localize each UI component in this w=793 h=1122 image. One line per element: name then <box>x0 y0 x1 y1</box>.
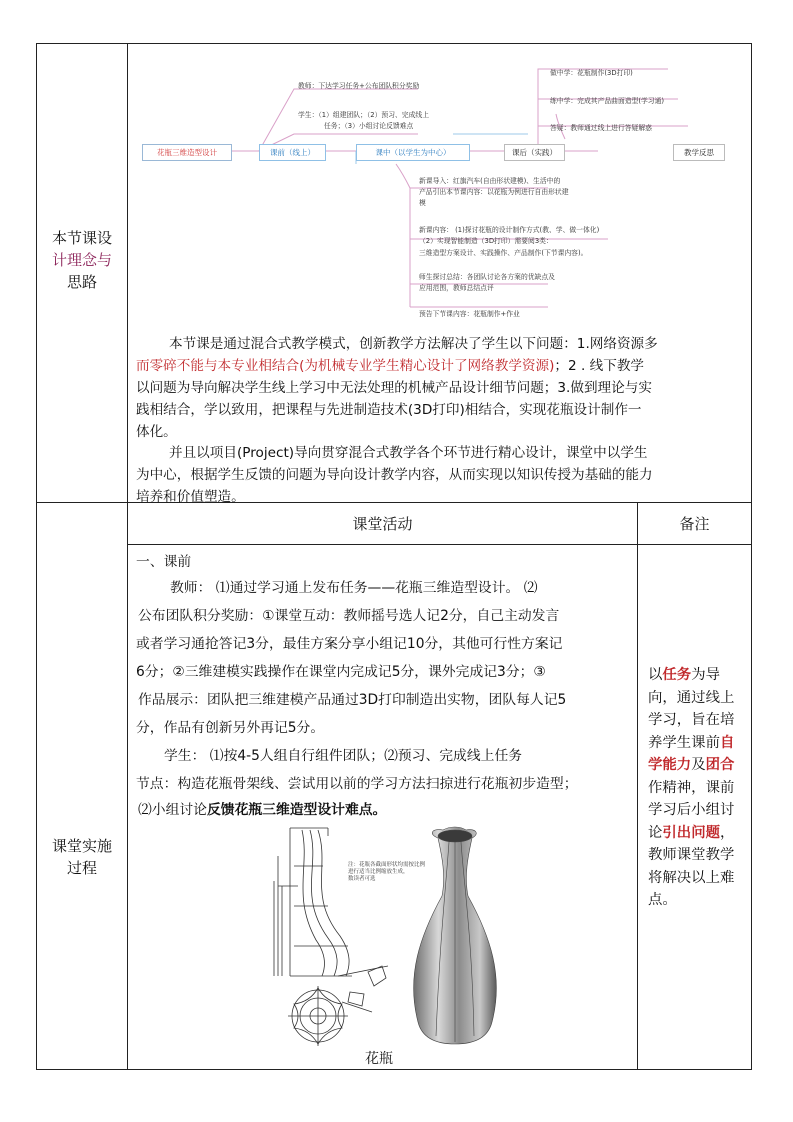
vase-profile-drawing <box>274 828 352 976</box>
note-line-1 <box>648 664 748 687</box>
header-activity: 课堂活动 <box>352 514 413 533</box>
figure-caption: 花瓶 <box>365 1051 393 1067</box>
note-line-10: 将解决以上难 <box>648 869 735 886</box>
mindmap-mid-2a: 新课内容： (1)探讨花瓶的设计制作方式(教、学、做一体化) <box>419 226 600 234</box>
teacher-line-6: 分，作品有创新另外再记5分。 <box>136 720 325 736</box>
note-line-6: 作精神，课前 <box>648 779 735 796</box>
mindmap-post-3: 答疑：教师通过线上进行答疑解惑 <box>550 124 652 132</box>
vase-render <box>414 827 497 1044</box>
activity-heading: 一、课前 <box>136 554 192 570</box>
note-8c: ， <box>719 824 735 841</box>
student-line-2: 节点：构造花瓶骨架线、尝试用以前的学习方法扫掠进行花瓶初步造型； <box>136 776 578 792</box>
section1-label-line2: 计理念与 <box>51 251 112 269</box>
student-line-3 <box>138 798 386 822</box>
para2-line2: 为中心，根据学生反馈的问题为导向设计教学内容，从而实现以知识传授为基础的能力 <box>136 467 653 483</box>
mindmap-mid-2b: （2）实现智能制造（3D打印）需要阅3类： <box>419 237 553 245</box>
figure-note-2: 进行适当比例缩放生成， <box>348 869 409 875</box>
note-line-4 <box>648 732 748 755</box>
section1-label <box>37 220 127 300</box>
mindmap-pre-teacher: 教师：下达学习任务+公布团队积分奖励 <box>298 82 420 90</box>
note-line-3: 学习，旨在培 <box>648 712 735 728</box>
note-1c: 为导 <box>691 667 720 683</box>
note-1a: 以 <box>648 667 663 683</box>
mindmap-root: 花瓶三维造型设计 <box>142 144 232 161</box>
figure-note-1: 注：花瓶各截面形状均需按比例 <box>348 862 426 868</box>
section2-label-line2: 过程 <box>66 859 97 877</box>
mindmap-mid-1b: 产品引出本节课内容：以花瓶为例进行自由形状建 <box>419 188 569 196</box>
figure-note-3: 数读者可选 <box>348 876 376 882</box>
vase-figure <box>268 826 508 1070</box>
note-line-9: 教师课堂教学 <box>648 847 735 863</box>
mindmap-mid-1a: 新课导入：红旗汽车(自由形状建模)、生活中的 <box>419 177 561 185</box>
para2-line1: 并且以项目(Project)导向贯穿混合式教学各个环节进行精心设计，课堂中以学生 <box>169 445 648 461</box>
note-line-11: 点。 <box>648 892 677 908</box>
mindmap-mid-1c: 模 <box>419 199 426 207</box>
table-note-divider <box>637 502 638 1070</box>
vase-section-small <box>338 966 388 1012</box>
para1-red-text: 而零碎不能与本专业相结合(为机械专业学生精心设计了网络教学资源) <box>136 358 555 374</box>
para1-line4: 践相结合，学以致用，把课程与先进制造技术(3D打印)相结合，实现花瓶设计制作一 <box>136 402 642 418</box>
note-4b: 自 <box>719 734 735 751</box>
note-8b: 引出问题 <box>662 824 720 841</box>
note-5a: 学能力 <box>648 757 692 773</box>
para1-line3: 以问题为导向解决学生线上学习中无法处理的机械产品设计细节问题；3.做到理论与实 <box>136 380 652 396</box>
vase-drawings <box>268 826 508 1046</box>
mindmap-mid-2c: 三维造型方案设计、实践操作、产品制作(下节课内容)。 <box>419 249 588 257</box>
mindmap-post-2: 练中学：完成其产品曲面造型(学习通) <box>550 97 665 105</box>
student-line-3-bold: 反馈花瓶三维造型设计难点。 <box>206 802 387 818</box>
table-border-left <box>36 43 37 1070</box>
note-line-5 <box>648 754 748 777</box>
note-5c: 团合 <box>705 757 735 773</box>
mindmap-pre-student-1: 学生：（1）组建团队；（2）预习、完成线上 <box>298 111 429 119</box>
note-line-2: 向，通过线上 <box>648 689 735 706</box>
vase-section-drawing <box>288 986 348 1046</box>
teacher-line-1: 教师： ⑴通过学习通上发布任务——花瓶三维造型设计。 ⑵ <box>170 580 538 596</box>
table-header-divider <box>127 544 752 545</box>
mindmap-reflect: 教学反思 <box>673 144 725 161</box>
section2-label-line1: 课堂实施 <box>51 837 112 855</box>
note-8a: 论 <box>648 824 663 841</box>
teacher-line-2: 公布团队积分奖励：①课堂互动：教师摇号选人记2分，自己主动发言 <box>138 608 560 624</box>
section1-label-line1: 本节课设 <box>51 229 112 247</box>
design-paragraph-1 <box>136 333 744 443</box>
para1-line2-rest: ；2 . 线下教学 <box>554 358 645 374</box>
note-1b: 任务 <box>662 667 692 683</box>
section2-label <box>37 830 127 884</box>
student-line-1: 学生： ⑴按4-5人组自行组件团队；⑵预习、完成线上任务 <box>164 748 523 764</box>
note-column <box>648 664 748 912</box>
table-border-right <box>751 43 752 1070</box>
mindmap-mid-3b: 应用范围，教师总结点评 <box>419 284 494 292</box>
para2-line3: 培养和价值塑造。 <box>136 489 245 505</box>
para1-line5: 体化。 <box>136 424 177 440</box>
teacher-line-5: 作品展示：团队把三维建模产品通过3D打印制造出实物，团队每人记5 <box>138 692 567 708</box>
para1-line1: 本节课是通过混合式教学模式，创新教学方法解决了学生以下问题：1.网络资源多 <box>169 336 658 352</box>
para1-line2 <box>136 355 744 377</box>
note-5b: 及 <box>691 757 706 773</box>
note-4a: 养学生课前 <box>648 734 720 751</box>
mindmap <box>128 44 751 330</box>
mindmap-mid-3a: 师生探讨总结：各团队讨论各方案的优缺点及 <box>419 273 555 281</box>
teacher-line-3: 或者学习通抢答记3分，最佳方案分享小组记10分，其他可行性方案记 <box>136 636 563 652</box>
note-line-8 <box>648 822 748 845</box>
section1-label-line3: 思路 <box>66 273 97 291</box>
mindmap-mid: 课中（以学生为中心） <box>356 144 470 161</box>
mindmap-pre-student-2: 任务；（3）小组讨论反馈难点 <box>324 122 414 130</box>
mindmap-post: 课后（实践） <box>504 144 565 161</box>
teacher-line-4: 6分；②三维建模实践操作在课堂内完成记5分，课外完成记3分；③ <box>136 664 546 680</box>
mindmap-pre: 课前（线上） <box>259 144 326 161</box>
mindmap-mid-4: 预告下节课内容：花瓶制作+作业 <box>419 310 520 318</box>
mindmap-post-1: 做中学：花瓶制作(3D打印) <box>550 69 633 77</box>
header-note: 备注 <box>679 514 710 533</box>
student-line-3-pre: ⑵小组讨论 <box>138 802 207 818</box>
design-paragraph-2 <box>136 442 744 508</box>
note-line-7: 学习后小组讨 <box>648 802 735 818</box>
figure-annotation <box>348 862 425 883</box>
